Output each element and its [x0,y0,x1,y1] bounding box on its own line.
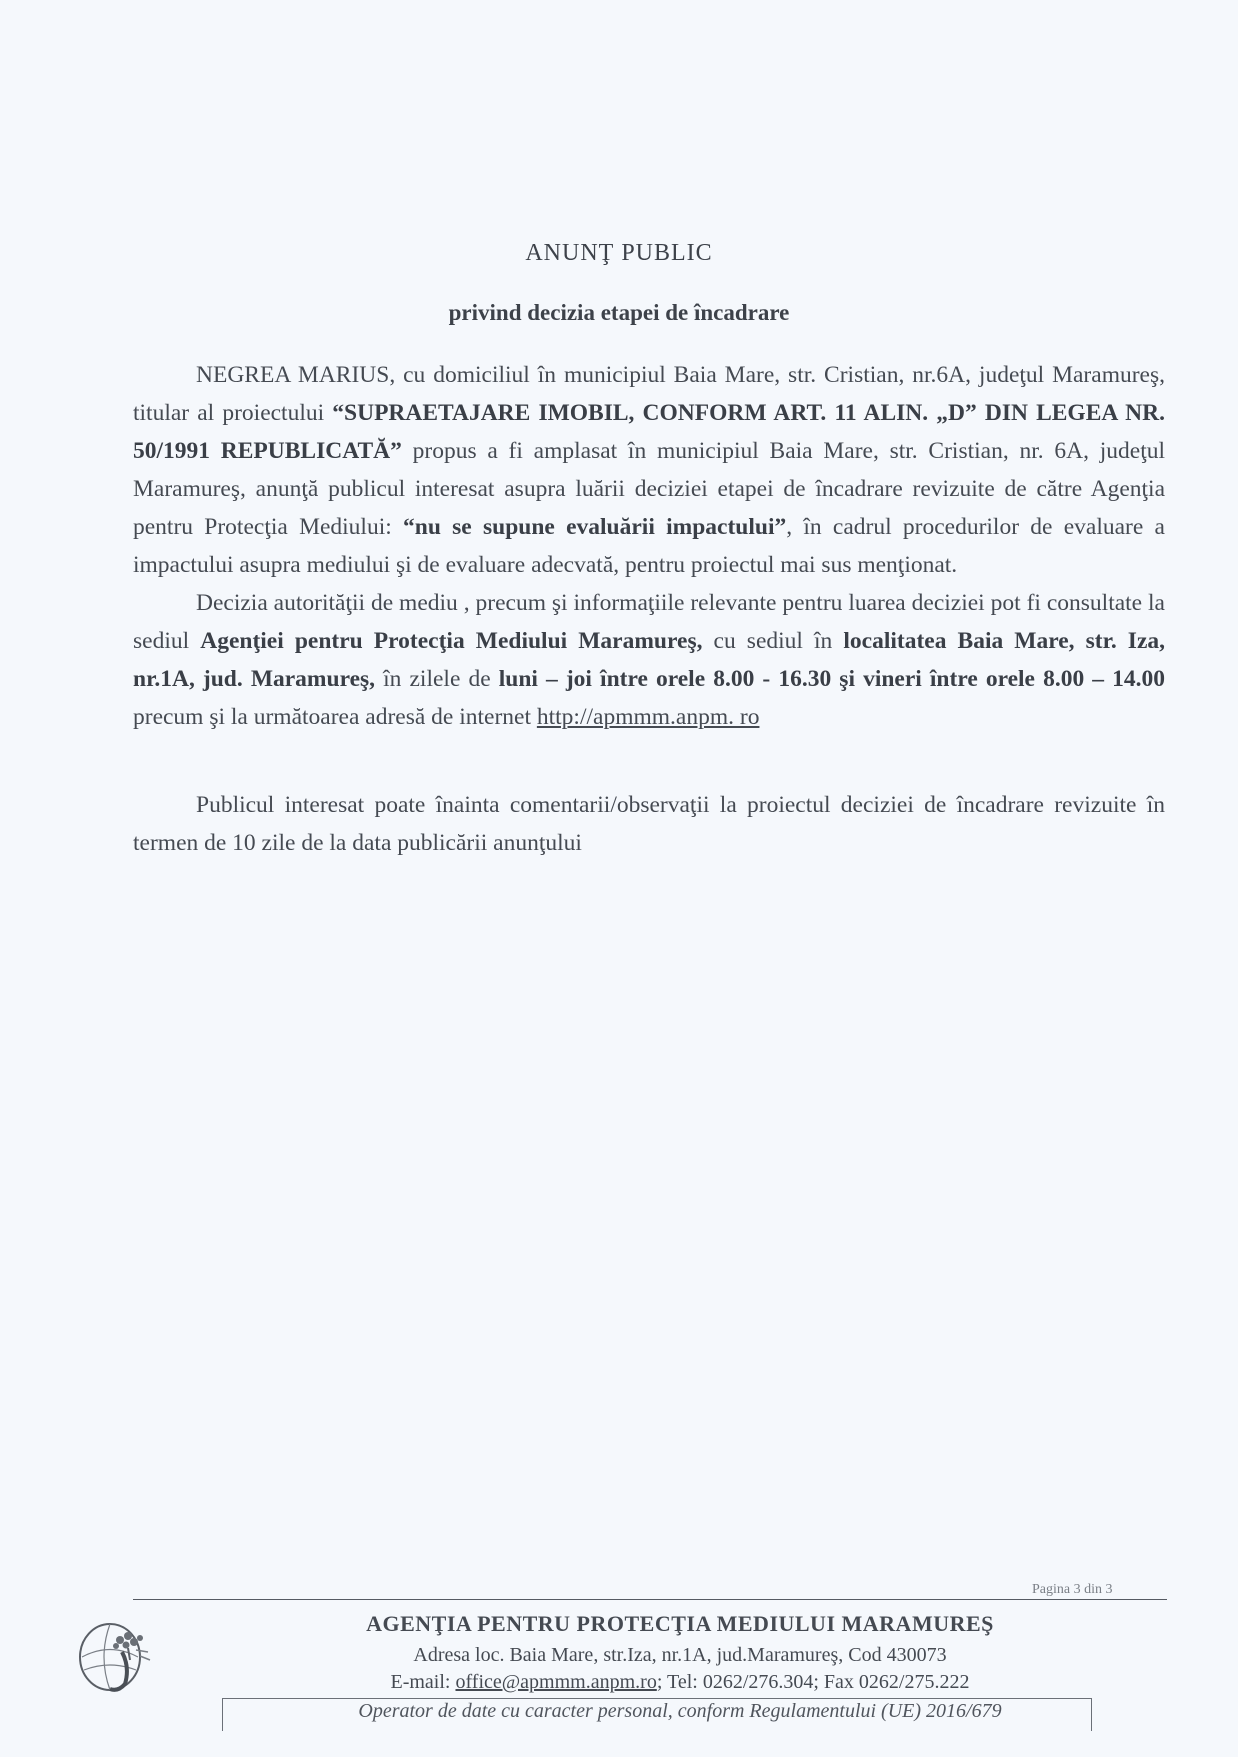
agency-logo-icon [70,1612,165,1697]
p2-text-1: Decizia autorităţii de mediu , precum şi informaţiile relevante pentru luarea deciziei pot fi consultate la sediul [133,590,1165,654]
project-name: “SUPRAETAJARE IMOBIL, CONFORM ART. 11 ALIN. „D” DIN LEGEA NR. 50/1991 REPUBLICATĂ” [133,400,1165,464]
p1-text-1: NEGREA MARIUS, cu domiciliul în municipiul Baia Mare, str. Cristian, nr.6A, judeţul Maramureş, titular al proiectului [133,362,1165,426]
paragraph-announcement [133,356,1165,584]
document-title: ANUNŢ PUBLIC [525,240,713,266]
p2-text-2: cu sediul în [702,628,844,654]
footer-divider [133,1599,1167,1600]
decision-text: “nu se supune evaluării impactului” [403,514,787,540]
page-number: Pagina 3 din 3 [1032,1582,1113,1597]
office-hours: luni – joi între orele 8.00 - 16.30 şi vineri între orele 8.00 – 14.00 [498,666,1165,692]
paragraph-consultation [133,584,1165,736]
document-subtitle: privind decizia etapei de încadrare [448,300,790,325]
agency-address: localitatea Baia Mare, str. Iza, nr.1A, jud. Maramureş, [133,628,1166,692]
footer-gdpr-notice: Operator de date cu caracter personal, conform Regulamentului (UE) 2016/679 [358,1700,1002,1722]
p2-text-3: în zilele de [375,666,499,692]
website-link[interactable]: http://apmmm.anpm. ro [536,704,760,730]
paragraph-comments: Publicul interesat poate înainta comentarii/observaţii la proiectul deciziei de încadrare revizuite în termen de 10 zile de la data publicării anunţului [133,792,1165,856]
p2-text-4: precum şi la următoarea adresă de internet [133,704,537,730]
footer-address: Adresa loc. Baia Mare, str.Iza, nr.1A, jud.Maramureş, Cod 430073 [413,1644,947,1666]
footer-contact [230,1671,1130,1694]
footer-agency-name: AGENŢIA PENTRU PROTECŢIA MEDIULUI MARAMUREŞ [366,1611,994,1636]
p1-text-2: propus a fi amplasat în municipiul Baia Mare, str. Cristian, nr. 6A, judeţul Maramureş, anunţă publicul interesat asupra luării deciziei etapei de încadrare revizuite de către Agenţia pentru Protecţia Mediului: [133,438,1166,540]
email-label: E-mail: [390,1671,456,1693]
email-link[interactable]: office@apmmm.anpm.ro [455,1671,657,1693]
agency-name: Agenţiei pentru Protecţia Mediului Maramureş, [200,628,703,654]
p1-text-3: , în cadrul procedurilor de evaluare a impactului asupra mediului şi de evaluare adecvată, pentru proiectul mai sus menţionat. [133,514,1165,578]
footer-phones: ; Tel: 0262/276.304; Fax 0262/275.222 [656,1671,970,1693]
